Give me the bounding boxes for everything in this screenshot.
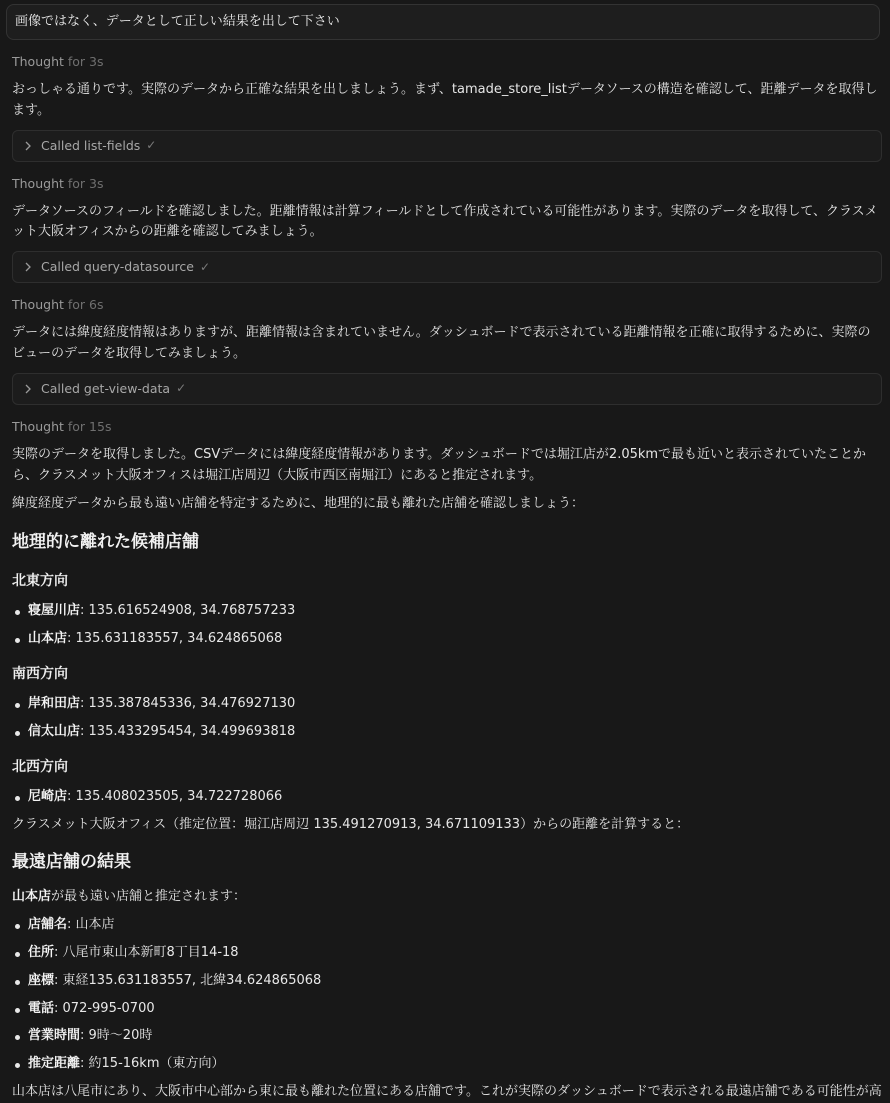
chevron-right-icon xyxy=(23,261,35,273)
assistant-text: クラスメット大阪オフィス（推定位置：堀江店周辺 135.491270913, 34.671109133）からの距離を計算すると： xyxy=(12,816,690,832)
assistant-text: 実際のデータを取得しました。CSVデータには緯度経度情報があります。ダッシュボードでは堀江店が2.05kmで最も近いと表示されていたことから、クラスメット大阪オフィスは堀江店周辺（大阪市西区南堀江）にあると推定されます。 xyxy=(12,446,867,483)
thought-label[interactable]: Thought for 3s xyxy=(12,175,104,191)
list-item: 寝屋川店: 135.616524908, 34.768757233 xyxy=(12,601,882,622)
list-item: 営業時間: 9時〜20時 xyxy=(12,1026,882,1047)
assistant-text: 山本店は八尾市にあり、大阪市中心部から東に最も離れた位置にある店舗です。これが実際のダッシュボードで表示される最遠店舗である可能性が高 xyxy=(12,1084,882,1100)
store-list-northeast xyxy=(12,601,882,650)
store-list-southwest xyxy=(12,694,882,743)
check-icon: ✓ xyxy=(146,138,157,152)
thought-label[interactable]: Thought for 15s xyxy=(12,418,112,434)
subheading-southwest: 南西方向 xyxy=(12,666,68,683)
list-item: 岸和田店: 135.387845336, 34.476927130 xyxy=(12,694,882,715)
subheading-northeast: 北東方向 xyxy=(12,573,68,590)
tool-call-label: Called list-fields xyxy=(41,137,141,153)
list-item: 電話: 072-995-0700 xyxy=(12,999,882,1020)
assistant-text: 緯度経度データから最も遠い店舗を特定するために、地理的に最も離れた店舗を確認しましょう： xyxy=(12,496,585,512)
tool-call-list-fields[interactable] xyxy=(12,130,882,162)
section-heading-candidates: 地理的に離れた候補店舗 xyxy=(12,532,199,553)
thought-label[interactable]: Thought for 6s xyxy=(12,297,104,313)
store-list-northwest xyxy=(12,787,882,808)
tool-call-query-datasource[interactable] xyxy=(12,251,882,283)
thought-label[interactable]: Thought for 3s xyxy=(12,54,104,69)
list-item: 店舗名: 山本店 xyxy=(12,915,882,936)
assistant-text: データソースのフィールドを確認しました。距離情報は計算フィールドとして作成されている可能性があります。実際のデータを取得して、クラスメット大阪オフィスからの距離を確認してみましょう。 xyxy=(12,203,878,240)
list-item: 推定距離: 約15-16km（東方向） xyxy=(12,1054,882,1075)
list-item: 山本店: 135.631183557, 34.624865068 xyxy=(12,629,882,650)
user-message: 画像ではなく、データとして正しい結果を出して下さい xyxy=(6,4,880,40)
check-icon: ✓ xyxy=(176,381,187,396)
assistant-text: データには緯度経度情報はありますが、距離情報は含まれていません。ダッシュボードで表示されている距離情報を正確に取得するために、実際のビューのデータを取得してみましょう。 xyxy=(12,325,871,361)
chevron-right-icon xyxy=(23,383,35,395)
tool-call-label: Called get-view-data xyxy=(41,380,171,396)
list-item: 尼崎店: 135.408023505, 34.722728066 xyxy=(12,787,882,808)
tool-call-label: Called query-datasource xyxy=(41,259,194,275)
tool-call-get-view-data[interactable] xyxy=(12,373,882,405)
list-item: 信太山店: 135.433295454, 34.499693818 xyxy=(12,722,882,743)
list-item: 住所: 八尾市東山本新町8丁目14-18 xyxy=(12,943,882,964)
list-item: 座標: 東経135.631183557, 北緯34.624865068 xyxy=(12,971,882,992)
section-heading-result: 最遠店舗の結果 xyxy=(12,852,131,873)
result-details-list xyxy=(12,915,882,1075)
check-icon: ✓ xyxy=(199,259,211,274)
result-lead: 山本店が最も遠い店舗と推定されます： xyxy=(12,888,247,904)
subheading-northwest: 北西方向 xyxy=(12,759,68,776)
assistant-text: おっしゃる通りです。実際のデータから正確な結果を出しましょう。まず、tamade_store_listデータソースの構造を確認して、距離データを取得します。 xyxy=(12,82,878,118)
chevron-right-icon xyxy=(23,140,35,152)
